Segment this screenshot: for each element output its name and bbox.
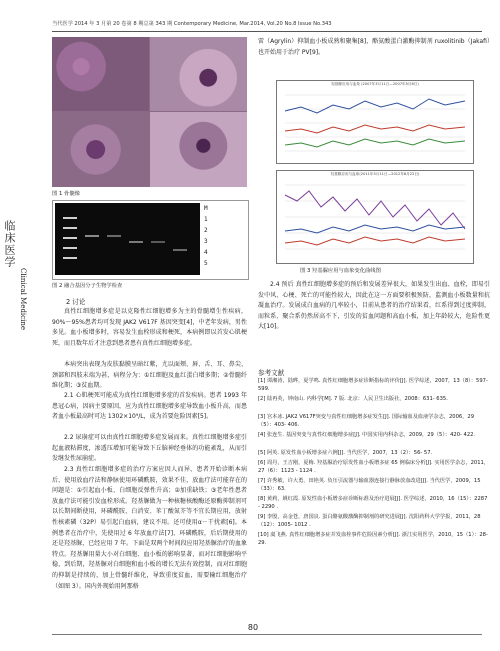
gel-lane [173, 209, 187, 271]
section-label-en: Clinical Medicine [19, 268, 27, 330]
reference-item: [7] 许秀敏，许大勇，田艳英. 负压引流器与输血器连接行静脉放血改进[J]. 当代医学，2009，15（33）：63. [258, 478, 481, 492]
paragraph: 2.4 预后 真性红细胞增多症的预后和发展差异很大，如果发生出血、血栓，即易引发中风、心梗、死亡的可能性较大，因此在这一方面要积极预防，监测血小板数量和抗凝血治疗。发展成白血病的几率较小，目前从患者的治疗结果看，红系得到过度抑制，而粒系、聚合系仍然居高不下，引发的贫血问题和高血小板，加上年龄较大，危险性更大[10]。 [258, 281, 490, 331]
gel-marker-label: 2 [204, 227, 208, 234]
paragraph: 2.2 尿崩症可以由真性红细胞增多症发展而来。真性红细胞增多症引起血液粘滞度，渗透压增加可能导致下丘脑神经垂体的功能紊乱，从而引发继发性尿崩症。 [52, 434, 247, 463]
series-line [285, 125, 465, 133]
section-sidebar [0, 220, 28, 390]
micrograph-1 [52, 37, 149, 111]
paragraph: 2.3 真性红细胞增多症的治疗方案应因人而异，患者开始诊断本病后，使用放血疗法和静脉使用环磷酰胺，效果不佳，放血疗法可能存在的问题是：①引起血小板、白细胞反弹性升高；②加重缺铁；③老年性患者放血疗法可能引发血栓形成。羟基脲做为一种核糖核酸酶还原酶抑制剂可以长期间断使用，环磷酰胺、白消安、苯丁酸氮芥等不宜长期应用，放射性核素磷（32P）易引起白血病，建议不用。还可使用α－干扰素[6]。本例患者在治疗中，先使用过 6 年放血疗法[7]、环磷酰胺，后后期使用的还是羟基脲，已经应用 7 年。下面是双两个时间段应用羟基脲治疗的血象特点。羟基脲用量大小对白细胞、血小板的影响显著，而对红细胞影响平稳，到后期，羟基脲对白细胞和血小板的增长无法有效控制，而对红细胞的抑制是持续的，加上骨髓纤维化，导致重度贫血，需要输红细胞治疗（如图 3）。国内外现始用阿那格 [52, 466, 247, 590]
gel-marker-label: 4 [204, 249, 208, 256]
gel-marker-label: 3 [204, 238, 208, 245]
bone-marrow-figure [52, 37, 247, 187]
gel-lane [151, 209, 165, 271]
reference-item: [5] 阿英. 原发性血小板增多症六例[J]. 当代医学，2007，13（2）：56- 57. [258, 450, 433, 456]
reference-item: [9] 李殷，高金苍，唐国良. 蛋白酪氨酸激酶抑制剂的研究进展[J]. 沈阳药科大学学报，2011，28（12）：1005- 1012 . [258, 514, 481, 528]
gel-lane [129, 209, 143, 271]
gel-image [55, 203, 200, 275]
figure-3-caption: 图 3 羟基脲应用与血象变化曲线图 [300, 268, 381, 274]
series-line [285, 139, 465, 147]
gel-lane [107, 209, 121, 271]
reference-item: [4] 张连生. 基因突变与真性红细胞增多症[J]. 中国实用内科杂志，2009，29（5）：420- 422. [258, 432, 476, 438]
reference-item: [6] 周丹，王吉刚，夏梅. 羟基脲治疗原发性血小板增多症 65 例临床分析[J]. 实用医学杂志，2011，27（6）：1123 - 1124 . [258, 460, 490, 474]
reference-item: [3] 宫本冰. JAK2 V617F突变与真性红细胞增多症发生[J]. 国际输血及血液学杂志，2006，29（5）：403- 406. [258, 414, 474, 428]
reference-item: [2] 陆再英，钟南山. 内科学[M]. 7 版. 北京：人民卫生出版社，2008：631- 635. [258, 396, 448, 402]
header-rule [52, 31, 482, 32]
series-line [285, 225, 465, 233]
graph-title: 羟基脲应用与血象 (2007年3月11日—2007年5月8日) [331, 82, 419, 86]
section-label-cn: 临床医学 [3, 220, 16, 268]
figure-1-caption: 图 1 骨髓像 [52, 191, 80, 197]
running-header: 当代医学 2014 年 3 月第 20 卷第 8 期总第 343 期 Contemporary Medicine, Mar.2014, Vol.20 No.8 Issue No.343 [52, 21, 332, 27]
series-line [285, 237, 465, 245]
graph-title: 羟基脲应用与血象(2011年5月11日—2012年8月22日) [330, 172, 420, 176]
series-line [285, 99, 465, 113]
gel-lane [85, 209, 99, 271]
gel-marker-label: M [204, 205, 208, 212]
references-heading: 参考文献 [258, 369, 285, 377]
paragraph: 本病突出表现为皮肤黏膜呈暗红紫，尤以面颊、唇、舌、耳、鼻尖、颈部和四肢末端为甚，病程分为：①红细胞及血红蛋白增多期；②骨髓纤维化期；③贫血期。 [52, 361, 247, 390]
paragraph: 2.1 心肌梗死可能成为真性红细胞增多症的首发疾病。患者 1993 年患冠心病，因病主要原因，应为真性红细胞增多症导致血小板升高，而患者血小板最高时可达 1302×10⁹/L，成为首要危险因素[5]。 [52, 392, 247, 421]
series-line [285, 191, 465, 229]
blood-count-graph-1 [276, 80, 474, 164]
micrograph-2 [150, 37, 247, 111]
page-number: 80 [238, 623, 268, 632]
paragraph: 雷（Agrylin）抑制血小板成熟和聚集[8]，酪氨酸蛋白激酶抑制剂 ruxolitinib（Jakafi）也开始用于治疗 PV[9]。 [258, 38, 490, 56]
gel-figure [52, 200, 249, 280]
gel-lane [63, 209, 77, 271]
gel-marker-label: 5 [204, 260, 208, 267]
figure-2-caption: 图 2 融合基因分子生物学检查 [52, 283, 123, 289]
reference-item: [8] 黄莉，姚红霞. 原发性血小板增多症诊断标准及治疗进展[J]. 医学综述，2010，16（15）：2287 - 2290 . [258, 496, 488, 510]
footer-rule [52, 634, 482, 635]
blood-count-graph-2 [276, 170, 474, 264]
section-heading-discussion: 2 讨论 [66, 298, 86, 306]
gel-marker-label: 1 [204, 216, 208, 223]
reference-item: [1] 谭湘涛，陆晔，夏学鸣. 真性红细胞增多症诊断指标的评价[J]. 医学综述，2007，13（8）：597- 599. [258, 378, 488, 392]
reference-item: [10] 虞飞燕. 真性红细胞增多症并发血栓事件危险因素分析[J]. 浙江实用医学，2010，15（1）：28- 29. [258, 532, 488, 546]
micrograph-4 [150, 112, 247, 187]
micrograph-3 [52, 112, 149, 187]
paragraph: 真性红细胞增多症是以克隆性红细胞增多为主的骨髓增生性疾病，90%～95%患者均可发现 JAK2 V617F 基因突变[4]，中老年发病，男性多见。血小板增多时，容易发生血栓形成和梗死，本病例即以首发心肌梗死，而且数年后才注意到患者患有真性红细胞增多症。 [52, 308, 247, 347]
